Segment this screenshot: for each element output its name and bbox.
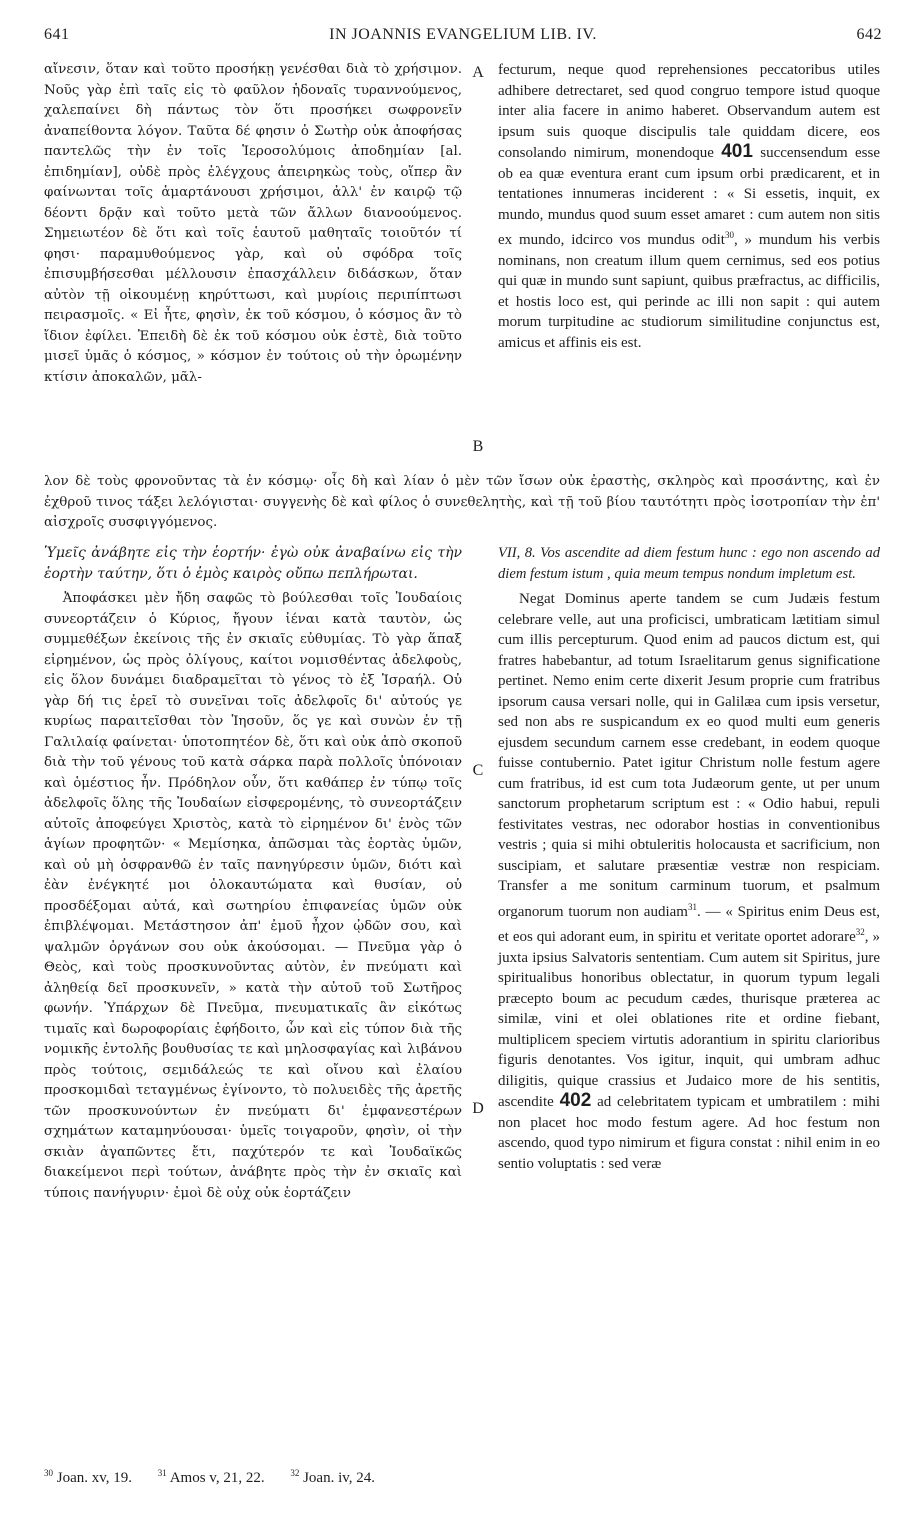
footnote-ref: 32 <box>855 927 865 937</box>
page-header <box>44 26 882 48</box>
footnote-ref: 30 <box>724 230 734 240</box>
footnote: $^{31}$ Amos v, 21, 22. <box>157 1468 265 1486</box>
page-number-left: 641 <box>44 26 70 43</box>
column-number: 402 <box>559 1090 592 1111</box>
greek-paragraph: αἴνεσιν, ὅταν καὶ τοῦτο προσήκῃ γενέσθαι διὰ τὸ χρήσιμον. Νοῦς γὰρ ἐπὶ ταῖς εἰς τὸ φαῦλον ἡδοναῖς τυραννούμενος, χαλεπαίνει δὴ πάντως τὸν ὅτι προσήκει σωφρονεῖν ἀναπείθοντα λόγον. Ταῦτα δέ φησιν ὁ Σωτὴρ οὐκ ἀποφήσας παντελῶς τὴν ἐν τοῖς Ἱεροσολύμοις ἀποδημίαν [al. ἐπιδημίαν], οὐδὲ πρὸς ἐλέγχους ἀπειρηκὼς τοὺς, οἵπερ ἂν φαίνωνται τοῖς ἁμαρτάνουσι χρήσιμοι, ἀλλ' ἐν καιρῷ τῷ δέοντι δρᾷν καὶ τοῦτο μετὰ τῶν ἄλλων διανοούμενος. Σημειωτέον δὲ ὅτι καὶ τοῖς ἑαυτοῦ μαθηταῖς τοιοῦτόν τί φησι· παραμυθούμενος γὰρ, καὶ οὐ σφόδρα τοῖς ἐπισυμβήσεσθαι μέλλουσιν ἐπασχάλλειν διδάσκων, ὅταν αὐτὸν τῇ οἰκουμένῃ κηρύττωσι, καὶ μυρίοις περιπίπτωσι πειρασμοῖς. « Εἰ ἦτε, φησὶν, ἐκ τοῦ κόσμου, ὁ κόσμος ἂν τὸ ἴδιον ἐφίλει. Ἐπειδὴ δὲ ἐκ τοῦ κόσμου οὐκ ἐστὲ, διὰ τοῦτο μισεῖ ὑμᾶς ὁ κόσμος, » κόσμον ἐν τούτοις οὐ τὴν ὁρωμένην κτίσιν ἀποκαλῶν, μᾶλ- <box>44 62 462 385</box>
footnote: $^{32}$ Joan. iv, 24. <box>290 1468 376 1486</box>
latin-column-lower <box>498 534 880 1174</box>
section-marker-b: B <box>472 438 484 455</box>
page-number-right: 642 <box>856 26 882 43</box>
greek-bridge-text: λον δὲ τοὺς φρονοῦντας τὰ ἐν κόσμῳ· οἷς δὴ καὶ λίαν ὁ μὲν τῶν ἴσων οὐκ ἐραστὴς, σκληρὸς καὶ προσάντης, καὶ ἐν ἐχθροῦ τινος τάξει λελόγισται· συγγενὴς δὲ καὶ φίλος ὁ συνεθελητὴς, καὶ τῇ τοῦ βίου ταυτότητι πρὸς ἰσοτροπίαν τὴν ἐπ' αἰσχροῖς συσφιγγόμενος. <box>44 474 880 530</box>
running-title: IN JOANNIS EVANGELIUM LIB. IV. <box>329 26 597 43</box>
section-marker-a: A <box>472 64 484 81</box>
footnotes <box>44 1468 880 1487</box>
column-number: 401 <box>721 141 753 162</box>
greek-column-upper <box>44 60 462 388</box>
latin-column-upper <box>498 60 880 353</box>
greek-column-lower <box>44 534 462 1204</box>
latin-lemma: VII, 8. Vos ascendite ad diem festum hunc : ego non ascendo ad diem festum istum , quia meum tempus nondum impletum est. <box>498 545 880 582</box>
footnote: $^{30}$ Joan. xv, 19. <box>44 1468 133 1486</box>
greek-paragraph: Ἀποφάσκει μὲν ἤδη σαφῶς τὸ βούλεσθαι τοῖς Ἰουδαίοις συνεορτάζειν ὁ Κύριος, ἤγουν ἰέναι κατὰ ταυτὸν, ὡς συμμεθέξων ἐκείνοις τῆς ἐν σκιαῖς εὐθυμίας. Τὸ γὰρ ἅπαξ εἰρημένον, ὡς πρὸς ὀλίγους, καίτοι νομισθέντας ἀδελφοὺς, εἰς ὅλον δυνάμει διαδραμεῖται τὸ γένος τὸ ἐξ Ἰσραήλ. Οὐ γὰρ δή τις ἐρεῖ τὸ συνεῖναι τοῖς ἀδελφοῖς δι' αὐτούς γε κυρίως παραιτεῖσθαι τὸν Ἰησοῦν, ὅς γε καὶ συνὼν ἐν τῇ Γαλιλαίᾳ φαίνεται· ὑποτοπητέον δὲ, ὅτι καὶ οὐκ ἀπὸ σκοποῦ διὰ τὴν τοῦ γένους τοῦ κατὰ σάρκα παρὰ πολλοῖς ὑπόνοιαν καὶ ὁμέστιος ἦν. Πρόδηλον οὖν, ὅτι καθάπερ ἐν τύπῳ τοῖς ἀδελφοῖς ὅλης τῆς Ἰουδαίων εἰσφερομένης, τὸ συνεορτάζειν αὐτοῖς ἀποφεύγει Χριστὸς, κατὰ τὸ εἰρημένον δι' ἑνὸς τῶν ἁγίων προφητῶν· « Μεμίσηκα, ἀπῶσμαι τὰς ἑορτὰς ὑμῶν, καὶ οὐ μὴ ὀσφρανθῶ ἐν ταῖς πανηγύρεσιν ὑμῶν, διότι καὶ ἐὰν ἐνέγκητέ μοι ὁλοκαυτώματα καὶ θυσίαν, οὐ προσδέξομαι αὐτά, καὶ σωτηρίου ἐπιφανείας ὑμῶν οὐκ ἐπιβλέψομαι. Μετάστησον ἀπ' ἐμοῦ ἦχον ᾠδῶν σου, καὶ ψαλμῶν ὀργάνων σου οὐκ ἀκούσομαι. — Πνεῦμα γὰρ ὁ Θεὸς, καὶ τοὺς προσκυνοῦντας αὐτὸν, ἐν πνεύματι καὶ ἀληθείᾳ δεῖ προσκυνεῖν, » κατὰ τὴν αὐτοῦ τοῦ Σωτῆρος φωνήν. Ὑπάρχων δὲ Πνεῦμα, πνευματικαῖς ἂν εἰκότως τιμαῖς καὶ δωροφορίαις ἐφήδοιτο, ὧν καὶ εἰς τύπον διὰ τῆς νομικῆς ἐντολῆς βουθυσίας τε καὶ μηλοσφαγίας καὶ λιβάνου πρὸς τούτοις, σεμιδάλεώς τε καὶ οἴνου καὶ ἐλαίου προσκομιδαὶ τεταγμένως ἐγίνοντο, τὸ πολυειδὲς τῆς ἀρετῆς τῶν προσκυνούντων ἐν πνεύματι δι' ἐμφανεστέρων σχημάτων καταμηνύουσαι· ὑμεῖς τοιγαροῦν, φησὶν, οἱ τὴν σκιὰν ἀγαπῶντες ἔτι, παχύτερόν τε καὶ Ἰουδαϊκῶς διακείμενοι περὶ τούτων, ἀνάβητε πρὸς τὴν ἐν σκιαῖς καὶ τύποις πανήγυριν· ἐμοὶ δὲ οὐχ οὐκ ἑορτάζειν <box>44 591 462 1201</box>
section-marker-c: C <box>472 762 484 779</box>
footnote-ref: 31 <box>687 901 697 912</box>
section-marker-d: D <box>472 1100 484 1117</box>
greek-lemma: Ὑμεῖς ἀνάβητε εἰς τὴν ἑορτήν· ἐγὼ οὐκ ἀναβαίνω εἰς τὴν ἑορτὴν ταύτην, ὅτι ὁ ἐμὸς καιρὸς οὔπω πεπλήρωται. <box>44 545 462 582</box>
latin-paragraph: fecturum, neque quod reprehensiones peccatoribus utiles adhibere detrectaret, sed quod congruo tempore istud quoque inter alia facere in animo haberet. Observandum autem est ipsum suis quoque discipulis tale quiddam dicere, eos consolando nimirum, monendoque 401 succensendum esse ob ea quæ eventura erant cum ipsum orbi prædicarent, et in tentationes innumeras inciderent : « Si essetis, inquit, ex mundo, mundus quod suum esset amaret : cum autem non sitis ex mundo, idcirco vos mundus odit$^{30}$, » mundum his verbis nominans, non creatum illum quem cernimus, sed eos potius qui quæ in mundo sunt sapiunt, quibus præfractus, ac difficilis, et hostis loco est, qui perinde ac illi non sapit : qui autem morum turpitudine ac studiorum similitudine conjunctus est, amicus et affinis eis est. <box>498 62 881 351</box>
latin-paragraph: Negat Dominus aperte tandem se cum Judæis festum celebrare velle, aut una proficisci, umbraticam lætitiam simul cum illis percepturum. Quod enim ad paucos dictum est, qui fratres habebantur, ad totum Israelitarum genus significatione pertinet. Nemo enim certe dixerit Jesum proprie cum fratribus ipsorum causa versari nolle, qui in Galilæa cum ipsis versetur, sed non abs re suspicandum ex eo quod multi eum generis ejusdem secundum carnem esse credebant, in eodem quoque fuisse contubernio. Patet igitur Christum nolle festum agere cum fratribus, id est cum tota Judæorum gente, ut per unum sanctorum prophetarum scriptum est : « Odio habui, repuli festivitates vestras, nec odorabor hostias in conventionibus vestris ; quia si mihi obtuleritis holocausta et sacrificium, non suscipiam, et salutare præsentiæ vestræ non respiciam. Transfer a me sonitum carminum tuorum, et psalmum organorum tuorum non audiam$^{31}$. — « Spiritus enim Deus est, et eos qui adorant eum, in spiritu et veritate oportet adorare$^{32}$, » juxta ipsius Salvatoris sententiam. Cum autem sit Spiritus, jure spiritualibus honoribus oblectatur, in quorum typum legali præcepto boum ac pecudum cædes, thurisque præterea ac similæ, vini et olei oblationes rite et ordine fiebant, multiplicem speciem virtutis adorantium in spiritu clarioribus figuris denotantes. Vos igitur, inquit, qui umbram adhuc diligitis, quique crassius et Judaico more de his sentitis, ascendite 402 ad celebritatem typicam et umbratilem : mihi non placet hoc modo festum agere. Ad hoc festum non ascendo, quod typo nimirum et figura constat : nihil enim in eo sentio voluptatis : sed veræ <box>498 591 880 1172</box>
